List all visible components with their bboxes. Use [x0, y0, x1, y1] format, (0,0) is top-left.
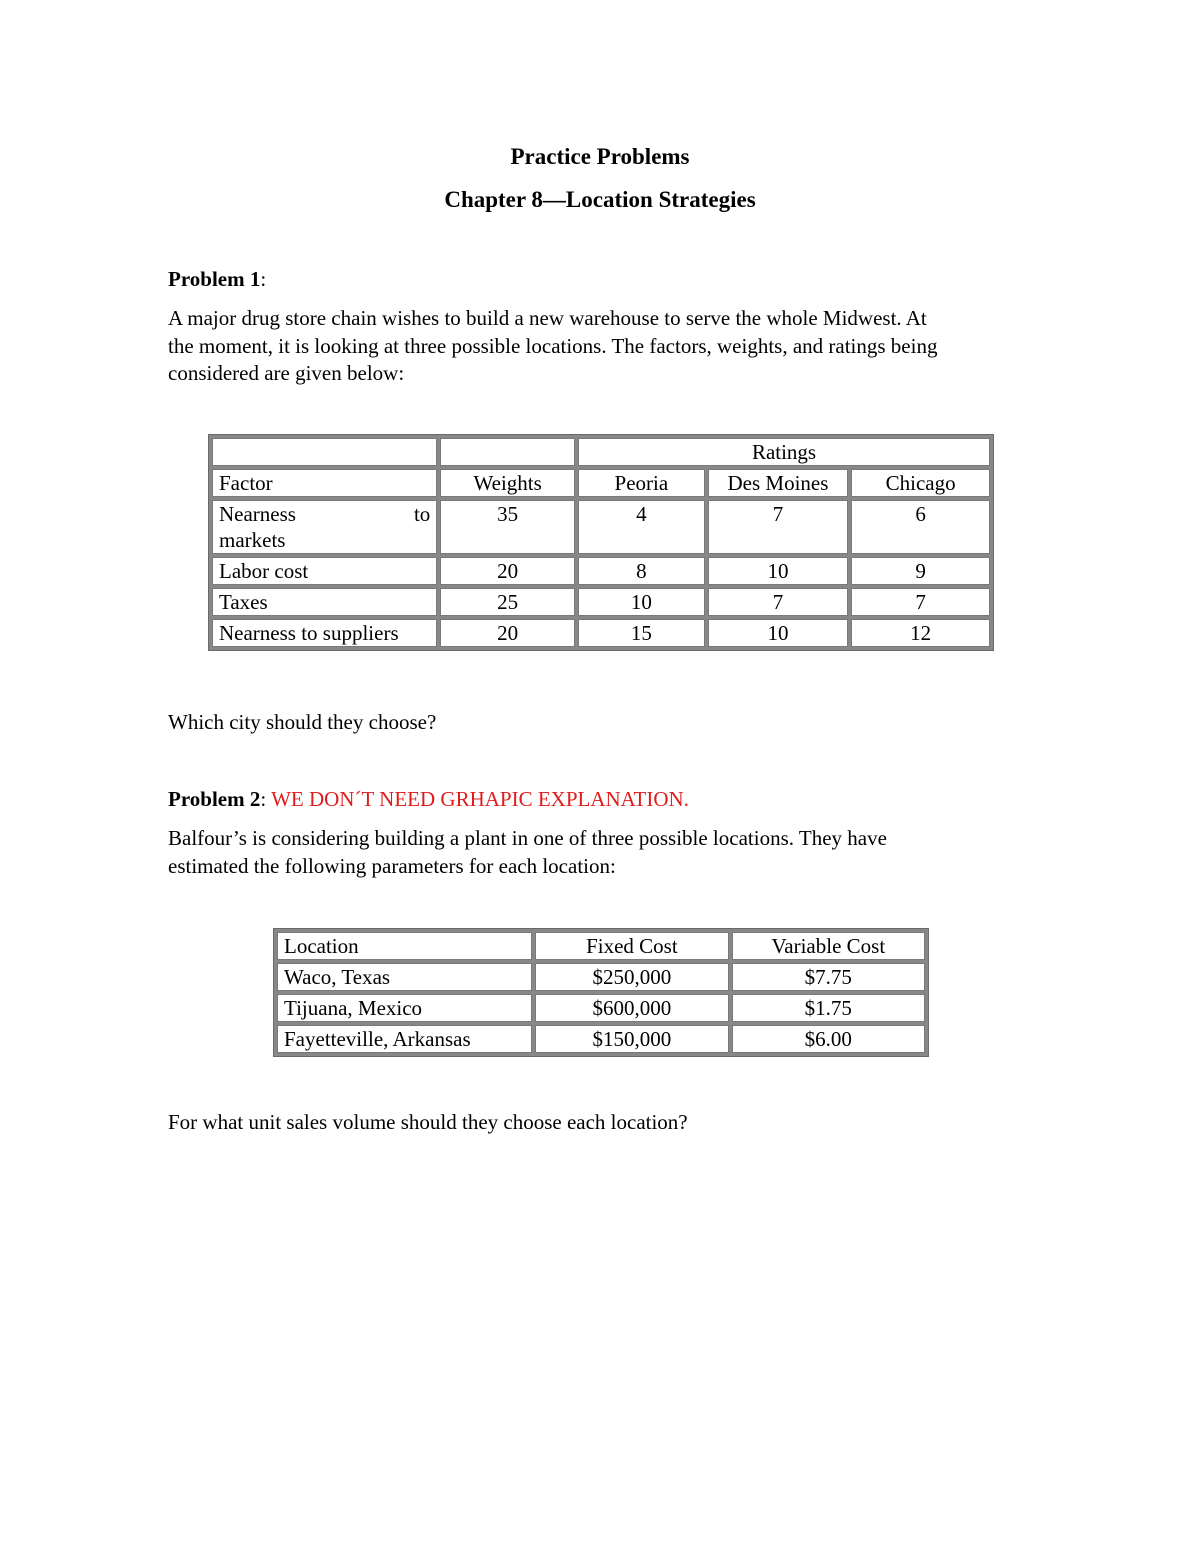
table-row	[277, 994, 925, 1022]
page-title: Practice Problems	[510, 144, 690, 169]
location-cost-table	[273, 928, 929, 1057]
page-subtitle: Chapter 8—Location Strategies	[444, 187, 756, 212]
peoria-cell: 8	[578, 557, 705, 585]
problem-2-description	[168, 825, 1048, 880]
peoria-cell: 10	[578, 588, 705, 616]
problem-1-line: the moment, it is looking at three possible locations. The factors, weights, and ratings being	[168, 333, 938, 358]
chicago-cell: 9	[851, 557, 990, 585]
table-row	[212, 619, 990, 647]
problem-2-note: WE DON´T NEED GRHAPIC EXPLANATION.	[271, 787, 689, 811]
column-header-peoria: Peoria	[578, 469, 705, 497]
des-moines-cell: 10	[708, 619, 849, 647]
table-row	[277, 963, 925, 991]
problem-2-label: Problem 2	[168, 787, 261, 811]
fixed-cost-cell: $150,000	[535, 1025, 728, 1053]
factor-text: Nearness	[219, 502, 296, 526]
factor-cell: Labor cost	[212, 557, 437, 585]
column-header-fixed-cost: Fixed Cost	[535, 932, 728, 960]
problem-2-line: estimated the following parameters for each location:	[168, 853, 616, 878]
column-header-location: Location	[277, 932, 532, 960]
factor-text: to	[413, 502, 431, 526]
peoria-cell: 15	[578, 619, 705, 647]
weight-cell: 20	[440, 619, 575, 647]
ratings-header: Ratings	[578, 438, 990, 466]
location-cell: Fayetteville, Arkansas	[277, 1025, 532, 1053]
table-row	[212, 500, 990, 554]
problem-1-line: considered are given below:	[168, 361, 405, 385]
des-moines-cell: 7	[708, 588, 849, 616]
problem-2-question: For what unit sales volume should they choose each location?	[168, 1110, 688, 1134]
column-header-factor: Factor	[212, 469, 437, 497]
column-header-weights: Weights	[440, 469, 575, 497]
variable-cost-cell: $7.75	[732, 963, 925, 991]
problem-2-colon: :	[260, 787, 272, 811]
problem-1-heading	[168, 267, 266, 292]
table-header-row	[277, 932, 925, 960]
table-row	[212, 588, 990, 616]
column-header-chicago: Chicago	[851, 469, 990, 497]
factor-cell	[212, 500, 437, 554]
chicago-cell: 6	[851, 500, 990, 554]
table-row	[212, 557, 990, 585]
location-cell: Tijuana, Mexico	[277, 994, 532, 1022]
table-row	[277, 1025, 925, 1053]
table-header-row	[212, 469, 990, 497]
problem-1-description	[168, 305, 1048, 388]
factor-rating-table	[208, 434, 994, 651]
weight-cell: 20	[440, 557, 575, 585]
problem-1-label: Problem 1	[168, 267, 261, 291]
peoria-cell: 4	[578, 500, 705, 554]
des-moines-cell: 7	[708, 500, 849, 554]
chicago-cell: 12	[851, 619, 990, 647]
des-moines-cell: 10	[708, 557, 849, 585]
weight-cell: 25	[440, 588, 575, 616]
fixed-cost-cell: $600,000	[535, 994, 728, 1022]
problem-2-line: Balfour’s is considering building a plant in one of three possible locations. They have	[168, 826, 887, 850]
location-cell: Waco, Texas	[277, 963, 532, 991]
weight-cell: 35	[440, 500, 575, 554]
variable-cost-cell: $6.00	[732, 1025, 925, 1053]
problem-1-line: A major drug store chain wishes to build a new warehouse to serve the whole Midwest. At	[168, 306, 927, 330]
variable-cost-cell: $1.75	[732, 994, 925, 1022]
problem-1-question: Which city should they choose?	[168, 710, 437, 734]
table-cell-empty	[440, 438, 575, 466]
problem-1-colon: :	[260, 267, 267, 291]
factor-text: markets	[219, 528, 286, 552]
column-header-des-moines: Des Moines	[708, 469, 849, 497]
factor-cell: Nearness to suppliers	[212, 619, 437, 647]
factor-cell: Taxes	[212, 588, 437, 616]
column-header-variable-cost: Variable Cost	[732, 932, 925, 960]
fixed-cost-cell: $250,000	[535, 963, 728, 991]
problem-2-heading	[168, 787, 689, 812]
table-cell-empty	[212, 438, 437, 466]
chicago-cell: 7	[851, 588, 990, 616]
